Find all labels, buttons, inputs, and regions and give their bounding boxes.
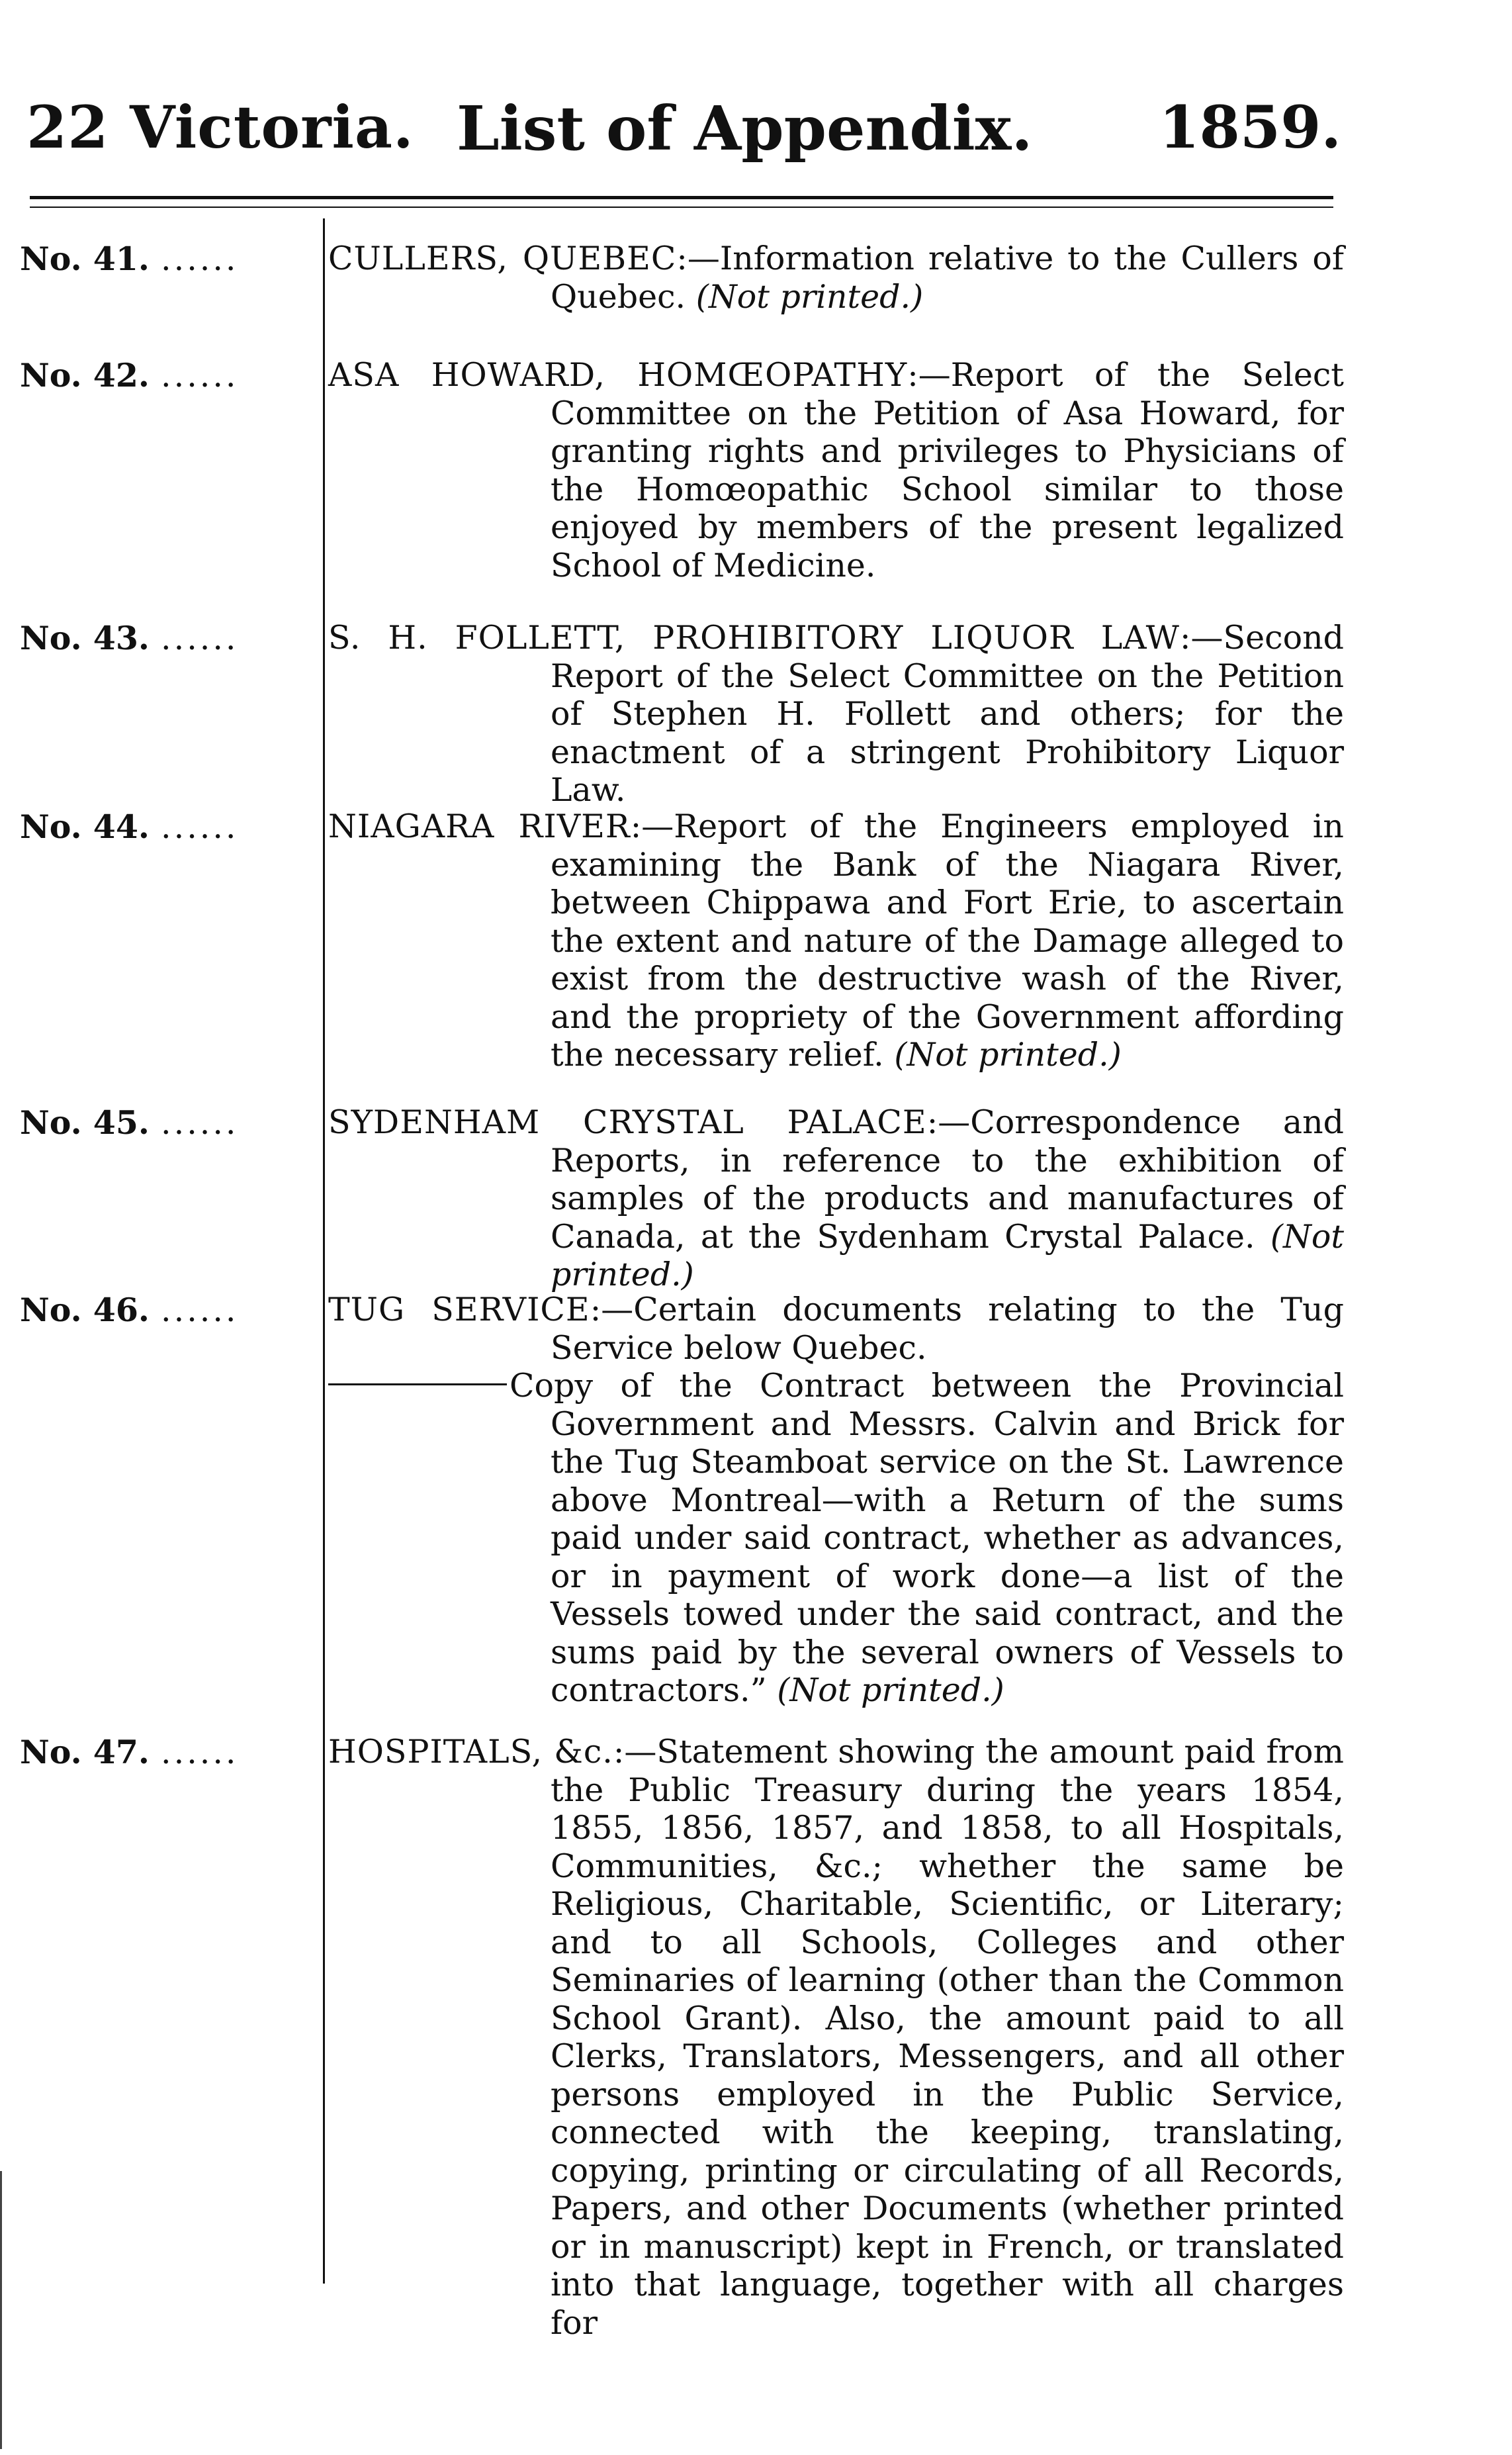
entry-number: No. 47. ......: [20, 1733, 239, 1771]
entry-number: No. 46. ......: [20, 1291, 239, 1329]
entry-heading: TUG SERVICE: [328, 1291, 590, 1328]
entry-heading: SYDENHAM CRYSTAL PALACE: [328, 1103, 927, 1141]
ditto-dash: [328, 1383, 507, 1385]
entry-body: [328, 1733, 1344, 2342]
entry-number: No. 45. ......: [20, 1103, 239, 1142]
entry-text: :—Correspondence and Reports, in reference to the exhibition of samples of the products and manufactures of Canada, at the Sydenham Crystal Palace.: [551, 1103, 1344, 1256]
entry-note: (Not printed.): [777, 1671, 1004, 1709]
entry-text: :—Certain documents relating to the Tug Service below Quebec.: [551, 1291, 1344, 1367]
entry-text: :—Report of the Engineers employed in examining the Bank of the Niagara River, between Chippawa and Fort Erie, to ascertain the extent and nature of the Damage alleged to exist from the destructive wash of the River, and the propriety of the Government affording the necessary relief.: [551, 808, 1344, 1074]
entry-text: :—Report of the Select Committee on the Petition of Asa Howard, for granting rights and privileges to Physicians of the Homœopathic School similar to those enjoyed by members of the present legalized School of Medicine.: [551, 356, 1344, 584]
column-divider: [323, 218, 325, 2284]
header-regnal-year: 22 Victoria.: [26, 93, 414, 162]
header-title: List of Appendix.: [457, 93, 1033, 164]
header-rule-thick: [30, 196, 1333, 199]
entry-text: :—Second Report of the Select Committee on the Petition of Stephen H. Follett and others; for the enactment of a stringent Prohibitory Liquor Law.: [551, 619, 1344, 809]
entry-body: [328, 356, 1344, 584]
entry-note: (Not printed.): [551, 1217, 1345, 1293]
entry-number: No. 42. ......: [20, 356, 239, 394]
header-rule-thin: [30, 207, 1333, 208]
entry-body: [328, 1291, 1344, 1710]
entry-subtext: Copy of the Contract between the Provincial Government and Messrs. Calvin and Brick for the Tug Steamboat service on the St. Lawrence above Montreal—with a Return of the sums paid under said contract, whether as advances, or in payment of work done—a list of the Vessels towed under the said contract, and the sums paid by the several owners of Vessels to contractors.”: [510, 1367, 1344, 1709]
entry-body: [328, 1103, 1344, 1294]
entry-number: No. 41. ......: [20, 240, 239, 278]
entry-body: [328, 808, 1344, 1074]
page-header: [0, 93, 1512, 165]
entry-number: No. 43. ......: [20, 619, 239, 657]
entry-heading: HOSPITALS, &c.: [328, 1733, 613, 1771]
page-edge-mark: [0, 2171, 2, 2449]
entry-number: No. 44. ......: [20, 808, 239, 846]
entry-note: (Not printed.): [894, 1036, 1122, 1074]
entry-body: [328, 240, 1344, 316]
entry-text: :—Statement showing the amount paid from the Public Treasury during the years 1854, 1855, 1856, 1857, and 1858, to all Hospitals, Communities, &c.; whether the same be Religious, Charitable, Scientific, or Literary; and to all Schools, Colleges and other Seminaries of learning (other than the Common School Grant). Also, the amount paid to all Clerks, Translators, Messengers, and all other persons employed in the Public Service, connected with the keeping, translating, copying, printing or circulating of all Records, Papers, and other Documents (whether printed or in manuscript) kept in French, or translated into that language, together with all charges for: [551, 1733, 1344, 2342]
entry-body: [328, 619, 1344, 810]
entry-note: (Not printed.): [695, 277, 924, 316]
entry-heading: S. H. FOLLETT, PROHIBITORY LIQUOR LAW: [328, 619, 1180, 657]
entry-heading: CULLERS, QUEBEC: [328, 240, 677, 277]
entry-heading: NIAGARA RIVER: [328, 808, 631, 845]
header-year: 1859.: [1159, 93, 1341, 162]
entry-heading: ASA HOWARD, HOMŒOPATHY: [328, 356, 908, 394]
entry-text: :—Information relative to the Cullers of Quebec.: [551, 240, 1345, 316]
